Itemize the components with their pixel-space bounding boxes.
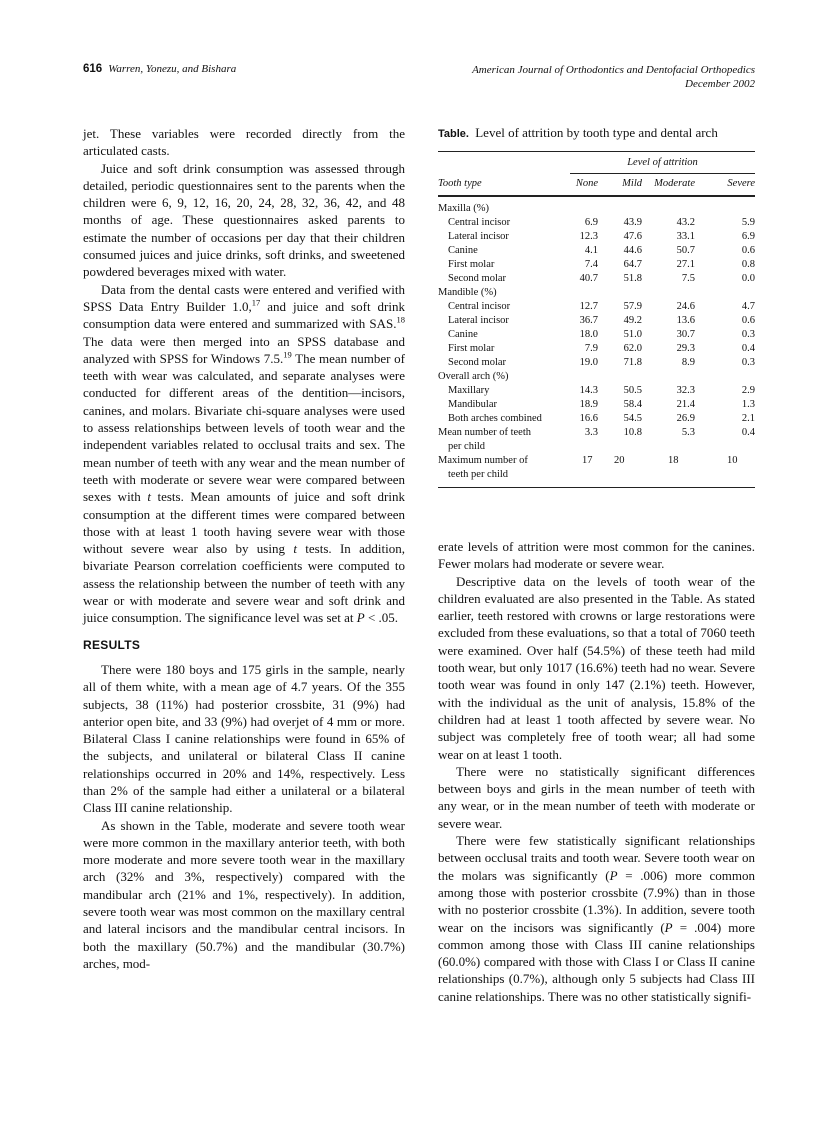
row-label-text: Central incisor — [448, 216, 511, 228]
paragraph — [83, 661, 405, 817]
table-row — [438, 314, 755, 328]
row-label — [438, 384, 570, 398]
cell-value: 62.0 — [623, 342, 642, 354]
cell-value: 0.6 — [741, 244, 755, 256]
row-label-text: First molar — [448, 342, 495, 354]
table-label: Table. — [438, 128, 469, 140]
text-run: As shown in the Table, moderate and severe tooth wear were more common in the maxillary anterior teeth, with both more moderate and more severe tooth wear in the maxillary arch (32% and 3%, respectively) compared with the mandibular arch (21% and 1%, respectively). In addition, severe tooth wear was most common on the maxillary central and lateral incisors and the mandibular central incisors. In both the maxillary (50.7%) and the mandibular (30.7%) arches, mod- — [83, 817, 405, 971]
cell-value: 13.6 — [676, 314, 695, 326]
table-row — [438, 258, 755, 272]
row-label — [438, 328, 570, 342]
row-label-text: Second molar — [448, 356, 507, 368]
table-row — [438, 216, 755, 230]
text-run: The data were then merged into an SPSS database and analyzed with SPSS for Windows 7.5. — [83, 333, 405, 366]
cell-value: 64.7 — [623, 258, 642, 270]
text-run: and juice and soft drink consumption data were entered and summarized with SAS. — [83, 298, 405, 332]
paragraph — [83, 817, 405, 973]
row-label-cont: per child — [448, 440, 486, 452]
row-label — [438, 216, 570, 230]
table-row — [438, 328, 755, 342]
text-run: There were few statistically significant relationships between occlusal traits and tooth wear. Severe tooth wear on the molars was significantly ( — [438, 833, 755, 883]
text-run: tests. In addition, bivariate Pearson correlation coefficients were computed to assess the relationship between the number of teeth with any wear or with moderate and severe wear and soft drink and juice consumption. The significance level was set at — [83, 541, 405, 626]
cell-value: 44.6 — [623, 244, 642, 256]
table-title: Level of attrition by tooth type and dental arch — [475, 125, 718, 140]
row-label-text: Central incisor — [448, 300, 511, 312]
paragraph — [83, 125, 405, 160]
col-header: None — [575, 178, 598, 190]
cell-value: 5.9 — [741, 216, 755, 228]
text-run: There were no statistically significant differences between boys and girls in the mean number of teeth with any wear, or in the mean number of teeth with moderate or severe wear. — [438, 763, 755, 831]
attrition-table — [438, 125, 755, 488]
citation-superscript: 19 — [283, 349, 292, 360]
table-row — [438, 384, 755, 398]
cell-value: 32.3 — [676, 384, 695, 396]
cell-value: 1.3 — [741, 398, 755, 410]
cell-value: 43.2 — [676, 216, 695, 228]
cell-value: 30.7 — [676, 328, 695, 340]
table-row — [438, 426, 755, 454]
cell-value: 6.9 — [584, 216, 598, 228]
paragraph — [438, 538, 755, 573]
cell-value: 7.5 — [681, 272, 695, 284]
cell-value: 5.3 — [681, 426, 695, 438]
row-label-cont: teeth per child — [448, 468, 509, 480]
cell-value: 71.8 — [623, 356, 642, 368]
cell-value: 0.3 — [741, 328, 755, 340]
italic-symbol: P — [664, 919, 673, 935]
page-number: 616 — [83, 63, 103, 75]
row-label-text: Maxillary — [448, 384, 490, 396]
row-label — [438, 426, 570, 454]
results-heading: RESULTS — [83, 637, 141, 652]
left-column — [83, 125, 405, 972]
italic-symbol: P — [356, 610, 365, 626]
italic-symbol: t — [293, 541, 297, 557]
cell-value: 0.6 — [741, 314, 755, 326]
italic-symbol: P — [609, 867, 618, 883]
text-run: tests. Mean amounts of juice and soft drink consumption at the different times were compared between those with at least 1 tooth having severe wear with those without severe wear also by using — [83, 489, 405, 557]
cell-value: 43.9 — [623, 216, 642, 228]
text-run: Data from the dental casts were entered and verified with SPSS Data Entry Builder 1.0, — [83, 281, 405, 314]
table-row — [438, 300, 755, 314]
citation-superscript: 17 — [251, 297, 261, 308]
row-label-text: Canine — [448, 328, 478, 340]
table-caption — [438, 125, 755, 141]
cell-value: 29.3 — [676, 342, 695, 354]
paragraph — [83, 281, 405, 627]
paragraph — [438, 763, 755, 832]
row-label — [438, 258, 570, 272]
text-run: = .006) more common among those with posterior crossbite (7.9%) than in those with no posterior crossbite (1.3%). In addition, severe tooth wear on the incisors was significantly ( — [438, 867, 755, 935]
row-label — [438, 314, 570, 328]
cell-value: 21.4 — [676, 398, 695, 410]
table-group-row — [438, 370, 755, 384]
cell-value: 3.3 — [584, 426, 598, 438]
cell-value: 54.5 — [623, 412, 642, 424]
cell-value: 2.1 — [741, 412, 755, 424]
cell-value: 10.8 — [623, 426, 642, 438]
cell-value: 18.9 — [579, 398, 598, 410]
cell-value: 12.7 — [579, 300, 598, 312]
row-label — [438, 230, 570, 244]
cell-value: 2.9 — [741, 384, 755, 396]
cell-value: 58.4 — [623, 398, 642, 410]
text-run: erate levels of attrition were most common for the canines. Fewer molars had moderate or severe wear. — [438, 539, 755, 572]
col-header: Mild — [622, 178, 642, 190]
cell-value: 24.6 — [676, 300, 695, 312]
cell-value: 27.1 — [676, 258, 695, 270]
paragraph — [438, 573, 755, 763]
table-row — [438, 342, 755, 356]
table-row — [438, 230, 755, 244]
cell-value: 19.0 — [579, 356, 598, 368]
row-label — [438, 244, 570, 258]
group-label: Mandible (%) — [438, 286, 497, 298]
cell-value: 0.8 — [741, 258, 755, 270]
row-label-text: Lateral incisor — [448, 314, 509, 326]
cell-value: 40.7 — [579, 272, 598, 284]
col-header: Moderate — [654, 178, 695, 190]
cell-value: 36.7 — [579, 314, 598, 326]
row-label-text: Mean number of teeth — [438, 426, 532, 438]
cell-value: 51.0 — [623, 328, 642, 340]
row-label-text: Canine — [448, 244, 478, 256]
journal-name: American Journal of Orthodontics and Dentofacial Orthopedics — [472, 64, 755, 76]
right-column — [438, 538, 755, 1005]
cell-value: 57.9 — [623, 300, 642, 312]
row-label — [438, 356, 570, 370]
cell-value: 26.9 — [676, 412, 695, 424]
cell-value: 18 — [668, 454, 679, 466]
running-header-left — [83, 63, 236, 75]
cell-value: 20 — [614, 454, 625, 466]
table-row — [438, 356, 755, 370]
cell-value: 4.1 — [584, 244, 598, 256]
row-label-text: Maximum number of — [438, 454, 528, 466]
text-run: Descriptive data on the levels of tooth wear of the children evaluated are also presented in the Table. As stated earlier, teeth restored with crowns or large restorations were excluded from these evaluations, so that a total of 7060 teeth were examined. Over half (54.5%) of these teeth had mild tooth wear, but only 1017 (16.6%) teeth had no wear. Severe tooth wear was found in only 147 (2.1%) teeth. However, with the individual as the unit of analysis, 15.8% of the children had at least 1 tooth affected by severe wear. No subject was completely free of tooth wear; all had some wear on at least 1 tooth. — [438, 573, 755, 762]
cell-value: 16.6 — [579, 412, 598, 424]
cell-value: 10 — [727, 454, 738, 466]
text-run: The mean number of teeth with wear was calculated, and separate analyses were conducted for different areas of the dentition—incisors, canines, and molars. Bivariate chi-square analyses were used to assess relationships between levels of tooth wear and the independent variables related to occlusal traits and sex. The mean number of teeth with any wear and the mean number of teeth with moderate or severe wear were compared between sexes with — [83, 350, 405, 505]
text-run: There were 180 boys and 175 girls in the sample, nearly all of them white, with a mean age of 4.7 years. Of the 355 subjects, 38 (11%) had posterior crossbite, 31 (9%) had anterior open bite, and 33 (9%) had overjet of 4 mm or more. Bilateral Class I canine relationships were found in 65% of the subjects, and unilateral or bilateral Class II canine relationships occurred in 20% and 14%, respectively. Less than 2% of the sample had either a unilateral or a bilateral Class III canine relationship. — [83, 661, 405, 816]
row-label-text: Both arches combined — [448, 412, 542, 424]
text-run: < .05. — [364, 610, 399, 626]
row-label-text: First molar — [448, 258, 495, 270]
cell-value: 7.9 — [584, 342, 598, 354]
cell-value: 4.7 — [741, 300, 755, 312]
cell-value: 47.6 — [623, 230, 642, 242]
cell-value: 49.2 — [623, 314, 642, 326]
paragraph — [438, 832, 755, 1005]
col-header: Severe — [727, 178, 755, 190]
table-row — [438, 272, 755, 286]
group-label: Maxilla (%) — [438, 202, 490, 214]
row-label — [438, 342, 570, 356]
col-header: Tooth type — [438, 178, 482, 189]
table-group-row — [438, 196, 755, 216]
table-row — [438, 398, 755, 412]
table-group-row — [438, 286, 755, 300]
cell-value: 0.4 — [741, 426, 755, 438]
row-label-text: Lateral incisor — [448, 230, 509, 242]
cell-value: 14.3 — [579, 384, 598, 396]
cell-value: 0.0 — [741, 272, 755, 284]
table-row — [438, 454, 755, 488]
cell-value: 12.3 — [579, 230, 598, 242]
issue-date: December 2002 — [685, 78, 755, 90]
row-label — [438, 272, 570, 286]
table-row — [438, 412, 755, 426]
cell-value: 51.8 — [623, 272, 642, 284]
group-header: Level of attrition — [570, 152, 755, 174]
table-row — [438, 244, 755, 258]
group-label: Overall arch (%) — [438, 370, 509, 382]
cell-value: 50.5 — [623, 384, 642, 396]
cell-value: 8.9 — [681, 356, 695, 368]
cell-value: 50.7 — [676, 244, 695, 256]
citation-superscript: 18 — [396, 314, 405, 325]
text-run: = .004) more common among those with Class III canine relationships (60.0%) compared with those with Class I or Class II canine relationships (0.7%), although only 5 subjects had Class III canine relationships. There was no other statistically signifi- — [438, 919, 755, 1004]
row-label — [438, 454, 570, 488]
text-run: jet. These variables were recorded directly from the articulated casts. — [83, 126, 405, 159]
cell-value: 0.3 — [741, 356, 755, 368]
cell-value: 18.0 — [579, 328, 598, 340]
row-label — [438, 412, 570, 426]
cell-value: 0.4 — [741, 342, 755, 354]
cell-value: 17 — [582, 454, 593, 466]
row-label-text: Mandibular — [448, 398, 497, 410]
cell-value: 7.4 — [584, 258, 598, 270]
paragraph — [83, 160, 405, 281]
row-label — [438, 398, 570, 412]
cell-value: 33.1 — [676, 230, 695, 242]
italic-symbol: t — [147, 489, 151, 505]
authors: Warren, Yonezu, and Bishara — [108, 63, 237, 75]
row-label — [438, 300, 570, 314]
row-label-text: Second molar — [448, 272, 507, 284]
running-header-right — [472, 63, 755, 91]
text-run: Juice and soft drink consumption was assessed through detailed, periodic questionnaires sent to the parents when the children were 6, 9, 12, 16, 20, 24, 28, 32, 36, 42, and 48 months of age. These questionnaires asked parents to estimate the number of occasions per day that their children consumed juices and juice drinks, soft drinks, and sweetened powdered beverages mixed with water. — [83, 160, 405, 280]
cell-value: 6.9 — [741, 230, 755, 242]
